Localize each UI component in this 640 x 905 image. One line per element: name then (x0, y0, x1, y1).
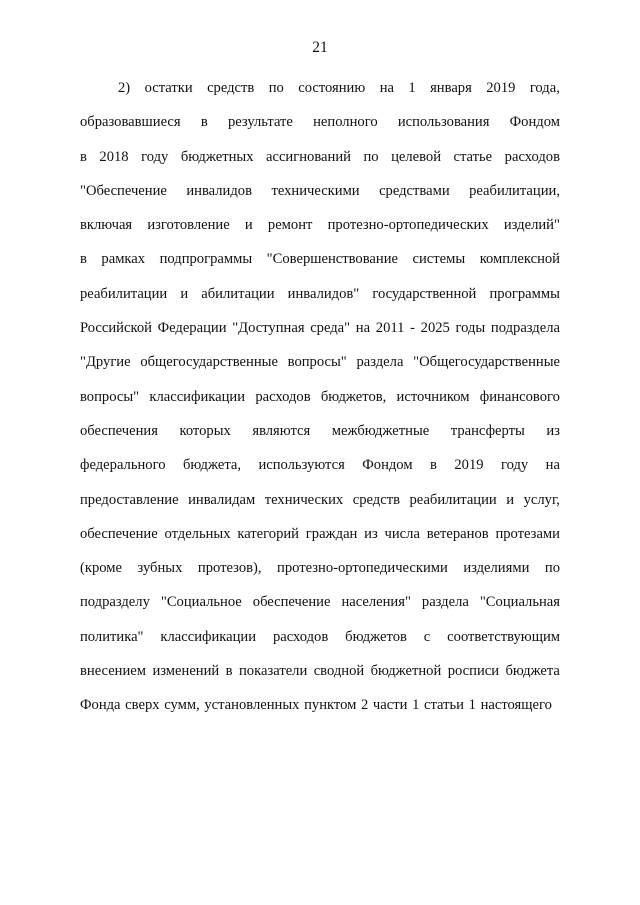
word: политика" (80, 628, 144, 645)
word: предоставление (80, 491, 179, 508)
word: Фондом (362, 457, 413, 474)
word: раздела (421, 594, 469, 611)
text-line (80, 348, 560, 382)
word: комплексной (479, 251, 560, 268)
word: на (545, 457, 560, 474)
word: реабилитации, (469, 182, 560, 199)
word: бюджетов (345, 628, 407, 645)
word: на (355, 320, 371, 337)
word: "Обеспечение (80, 182, 167, 199)
word: системы (412, 251, 466, 268)
word: источником (396, 388, 470, 405)
word: и (506, 491, 515, 508)
word: году (141, 148, 169, 165)
word: результате (227, 114, 293, 131)
text-line (80, 74, 560, 108)
word: "Социальная (479, 594, 560, 611)
word: инвалидов (186, 182, 252, 199)
word: января (430, 80, 472, 96)
word: остатки (144, 80, 193, 96)
word: "Совершенствование (266, 251, 398, 268)
word: категорий (237, 525, 299, 542)
word: (кроме (80, 560, 122, 577)
word: протезно-ортопедических (327, 217, 489, 234)
word: бюджетов, (320, 388, 387, 405)
word: "Доступная (232, 320, 305, 337)
word: среда" (310, 320, 351, 337)
word: Российской (80, 320, 152, 337)
word: реабилитации (80, 285, 168, 302)
text-line (80, 623, 560, 657)
word: классификации (149, 388, 246, 405)
word: общегосударственные (140, 354, 278, 371)
text-line (80, 108, 560, 142)
word: классификации (160, 628, 257, 645)
word: 2011 (375, 320, 405, 337)
word: включая (80, 217, 133, 234)
word: подраздела (490, 320, 560, 337)
word: граждан (305, 525, 358, 542)
word: обеспечение (80, 525, 158, 542)
word: числа (384, 525, 420, 542)
text-line (80, 417, 560, 451)
word: изделиями (463, 560, 530, 577)
word: использования (397, 114, 490, 131)
word: используются (258, 457, 345, 474)
word: и (180, 285, 189, 302)
word: Фондом (509, 114, 560, 131)
word: подразделу (80, 594, 150, 611)
word: 1 (408, 80, 416, 96)
page-number: 21 (312, 39, 328, 56)
word: финансового (479, 388, 560, 405)
word: Федерации (157, 320, 227, 337)
text-line (80, 520, 560, 554)
word: расходов (272, 628, 329, 645)
word: в (80, 148, 87, 165)
word: государственной (372, 285, 477, 302)
word: ремонт (267, 217, 313, 234)
word: ассигнований (266, 148, 351, 165)
word: целевой (391, 148, 442, 165)
word: бюджета, (182, 457, 242, 474)
word: в (430, 457, 437, 474)
word: услуг, (523, 491, 560, 508)
word: в (200, 114, 208, 131)
word: годы (455, 320, 486, 337)
word: технических (264, 491, 344, 508)
text-line (80, 143, 560, 177)
word: обеспечение (252, 594, 331, 611)
word: которых (179, 422, 231, 439)
word: инвалидов" (287, 285, 360, 302)
word: статье (453, 148, 493, 165)
word: средствами (379, 182, 450, 199)
word: бюджета (505, 663, 560, 680)
word: и (244, 217, 253, 234)
word: реабилитации (409, 491, 497, 508)
word: показатели (239, 663, 308, 680)
word: по (544, 560, 560, 577)
text-line (80, 314, 560, 348)
word: изделий" (503, 217, 560, 234)
text-line (80, 588, 560, 622)
word: - (410, 320, 415, 337)
word: образовавшиеся (80, 114, 181, 131)
text-line (80, 451, 560, 485)
word: средств (352, 491, 400, 508)
document-body (80, 74, 560, 726)
word: по (268, 80, 284, 96)
word: 2025 (420, 320, 450, 337)
word: межбюджетные (331, 422, 430, 439)
word: отдельных (164, 525, 231, 542)
word: 2019 (454, 457, 484, 474)
word: ветеранов (426, 525, 489, 542)
word: средств (207, 80, 255, 96)
text-line (80, 486, 560, 520)
word: росписи (447, 663, 500, 680)
word: инвалидам (188, 491, 256, 508)
word: программы (489, 285, 560, 302)
word: бюджетных (180, 148, 254, 165)
word: рамках (101, 251, 146, 268)
word: трансферты (450, 422, 525, 439)
word: "Социальное (160, 594, 242, 611)
word: внесением (80, 663, 147, 680)
word: сводной (313, 663, 365, 680)
text-line (80, 554, 560, 588)
word: на (379, 80, 394, 96)
word: зубных (137, 560, 183, 577)
text-line (80, 280, 560, 314)
word: 2018 (99, 148, 129, 165)
word: раздела (356, 354, 404, 371)
word: протезами (495, 525, 560, 542)
text-line (80, 245, 560, 279)
word: абилитации (201, 285, 275, 302)
text-line (80, 177, 560, 211)
text-line (80, 211, 560, 245)
word: расходов (504, 148, 560, 165)
word: "Другие (80, 354, 131, 371)
word: федерального (80, 457, 166, 474)
word: года, (529, 80, 560, 96)
word: подпрограммы (159, 251, 253, 268)
word: из (546, 422, 560, 439)
word: протезно-ортопедическими (277, 560, 448, 577)
word: 2019 (486, 80, 516, 96)
word: обеспечения (80, 422, 158, 439)
word: "Общегосударственные (413, 354, 560, 371)
word: неполного (313, 114, 378, 131)
word: протезов), (197, 560, 262, 577)
word: состоянию (298, 80, 366, 96)
word: 2) (118, 80, 131, 96)
word: бюджетной (370, 663, 442, 680)
word: населения" (341, 594, 411, 611)
word: вопросы" (287, 354, 347, 371)
word: по (363, 148, 379, 165)
word: изменений (152, 663, 220, 680)
word: из (364, 525, 378, 542)
text-line (80, 383, 560, 417)
text-line (80, 657, 560, 691)
word: являются (252, 422, 311, 439)
word: вопросы" (80, 388, 140, 405)
word: с (423, 628, 431, 645)
word: в (80, 251, 87, 268)
word: соответствующим (447, 628, 560, 645)
word: техническими (271, 182, 360, 199)
word: изготовление (147, 217, 230, 234)
word: в (225, 663, 233, 680)
word: году (500, 457, 529, 474)
text-line: Фонда сверх сумм, установленных пунктом 2 части 1 статьи 1 настоящего (80, 697, 552, 714)
word: расходов (255, 388, 311, 405)
